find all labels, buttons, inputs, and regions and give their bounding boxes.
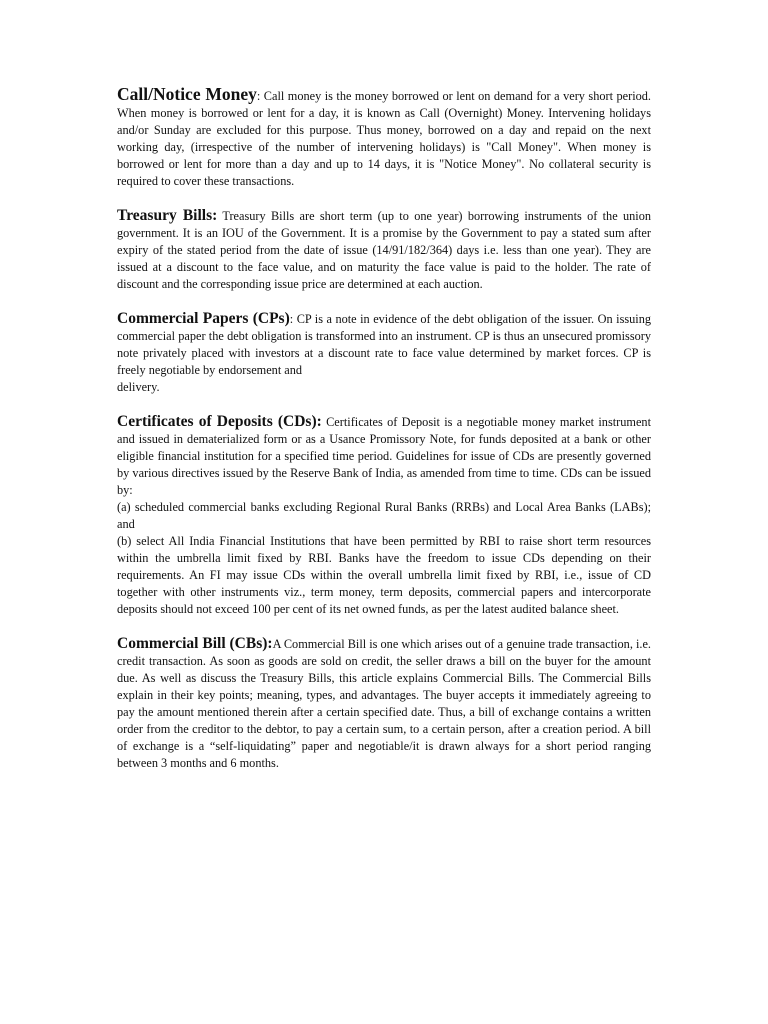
document-page — [117, 86, 651, 772]
body-commercial-bill: A Commercial Bill is one which arises out of a genuine trade transaction, i.e. credit transaction. As soon as goods are sold on credit, the seller draws a bill on the buyer for the amount due. As well as discuss the Treasury Bills, this article explains Commercial Bills. The Commercial Bills explain in their key points; meaning, types, and advantages. The buyer accepts it immediately agreeing to pay the amount mentioned therein after a certain specified date. Thus, a bill of exchange contains a written order from the creditor to the debtor, to pay a certain sum, to a certain person, after a creation period. A bill of exchange is a “self-liquidating” paper and negotiable/it is drawn always for a short period ranging between 3 months and 6 months. — [117, 637, 651, 770]
section-treasury-bills — [117, 207, 651, 293]
heading-call-notice-money: Call/Notice Money — [117, 84, 257, 104]
body-commercial-papers-tail: delivery. — [117, 380, 160, 394]
body-certificates-of-deposits: Certificates of Deposit is a negotiable money market instrument and issued in dematerialized form or as a Usance Promissory Note, for funds deposited at a bank or other eligible financial institution for a specified time period. Guidelines for issue of CDs are presently governed by various directives issued by the Reserve Bank of India, as amended from time to time. CDs can be issued by: — [117, 415, 651, 497]
heading-certificates-of-deposits: Certificates of Deposits (CDs): — [117, 413, 322, 430]
cd-item-a: (a) scheduled commercial banks excluding Regional Rural Banks (RRBs) and Local Area Banks (LABs); and — [117, 500, 651, 531]
section-commercial-bill — [117, 635, 651, 772]
body-treasury-bills: Treasury Bills are short term (up to one year) borrowing instruments of the union government. It is an IOU of the Government. It is a promise by the Government to pay a stated sum after expiry of the stated period from the date of issue (14/91/182/364) days i.e. less than one year). They are issued at a discount to the face value, and on maturity the face value is paid to the holder. The rate of discount and the corresponding issue price are determined at each auction. — [117, 209, 651, 291]
section-commercial-papers — [117, 310, 651, 396]
heading-commercial-bill: Commercial Bill (CBs): — [117, 635, 273, 652]
heading-treasury-bills: Treasury Bills: — [117, 207, 218, 224]
section-call-notice-money — [117, 86, 651, 190]
cd-item-b: (b) select All India Financial Institutions that have been permitted by RBI to raise short term resources within the umbrella limit fixed by RBI. Banks have the freedom to issue CDs depending on their requirements. An FI may issue CDs within the overall umbrella limit fixed by RBI, i.e., issue of CD together with other instruments viz., term money, term deposits, commercial papers and intercorporate deposits should not exceed 100 per cent of its net owned funds, as per the latest audited balance sheet. — [117, 534, 651, 616]
heading-commercial-papers: Commercial Papers (CPs) — [117, 310, 290, 327]
body-call-notice-money: : Call money is the money borrowed or lent on demand for a very short period. When money is borrowed or lent for a day, it is known as Call (Overnight) Money. Intervening holidays and/or Sunday are excluded for this purpose. Thus money, borrowed on a day and repaid on the next working day, (irrespective of the number of intervening holidays) is "Call Money". When money is borrowed or lent for more than a day and up to 14 days, it is "Notice Money". No collateral security is required to cover these transactions. — [117, 89, 651, 188]
section-certificates-of-deposits — [117, 413, 651, 618]
body-commercial-papers: : CP is a note in evidence of the debt obligation of the issuer. On issuing commercial paper the debt obligation is transformed into an instrument. CP is thus an unsecured promissory note privately placed with investors at a discount rate to face value determined by market forces. CP is freely negotiable by endorsement and — [117, 312, 651, 377]
